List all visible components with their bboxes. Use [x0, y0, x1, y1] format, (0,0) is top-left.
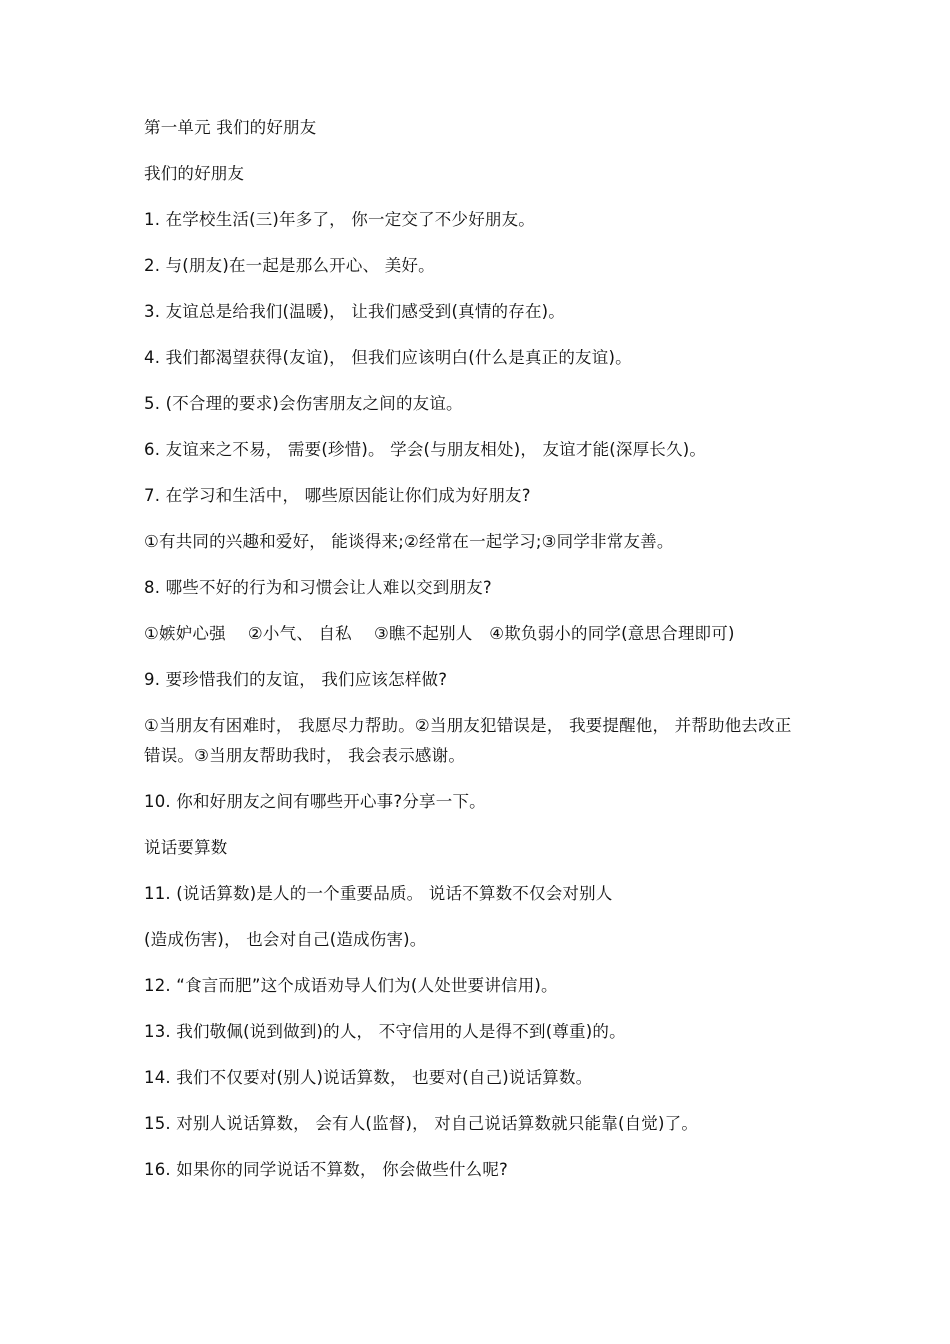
item-7-answer: ①有共同的兴趣和爱好， 能谈得来;②经常在一起学习;③同学非常友善。 — [144, 532, 674, 551]
item-10: 10. 你和好朋友之间有哪些开心事?分享一下。 — [144, 792, 486, 811]
item-1: 1. 在学校生活(三)年多了， 你一定交了不少好朋友。 — [144, 210, 536, 229]
item-3: 3. 友谊总是给我们(温暖)， 让我们感受到(真情的存在)。 — [144, 302, 565, 321]
item-14: 14. 我们不仅要对(别人)说话算数， 也要对(自己)说话算数。 — [144, 1068, 593, 1087]
section-heading-friends: 我们的好朋友 — [144, 164, 245, 183]
item-6: 6. 友谊来之不易， 需要(珍惜)。 学会(与朋友相处)， 友谊才能(深厚长久)。 — [144, 440, 707, 459]
item-12: 12. “食言而肥”这个成语劝导人们为(人处世要讲信用)。 — [144, 976, 558, 995]
item-15: 15. 对别人说话算数， 会有人(监督)， 对自己说话算数就只能靠(自觉)了。 — [144, 1114, 699, 1133]
item-8-answer: ①嫉妒心强 ②小气、 自私 ③瞧不起别人 ④欺负弱小的同学(意思合理即可) — [144, 624, 735, 643]
item-11-continued: (造成伤害)， 也会对自己(造成伤害)。 — [144, 930, 427, 949]
item-16: 16. 如果你的同学说话不算数， 你会做些什么呢? — [144, 1160, 508, 1179]
item-5: 5. (不合理的要求)会伤害朋友之间的友谊。 — [144, 394, 463, 413]
item-8: 8. 哪些不好的行为和习惯会让人难以交到朋友? — [144, 578, 492, 597]
section-heading-keep-word: 说话要算数 — [144, 838, 228, 857]
item-7: 7. 在学习和生活中， 哪些原因能让你们成为好朋友? — [144, 486, 531, 505]
item-4: 4. 我们都渴望获得(友谊)， 但我们应该明白(什么是真正的友谊)。 — [144, 348, 632, 367]
item-2: 2. 与(朋友)在一起是那么开心、 美好。 — [144, 256, 435, 275]
item-11: 11. (说话算数)是人的一个重要品质。 说话不算数不仅会对别人 — [144, 884, 613, 903]
item-9-answer: ①当朋友有困难时， 我愿尽力帮助。②当朋友犯错误是， 我要提醒他， 并帮助他去改正错误。③当朋友帮助我时， 我会表示感谢。 — [144, 716, 792, 765]
item-13: 13. 我们敬佩(说到做到)的人， 不守信用的人是得不到(尊重)的。 — [144, 1022, 626, 1041]
item-9: 9. 要珍惜我们的友谊， 我们应该怎样做? — [144, 670, 448, 689]
unit-title: 第一单元 我们的好朋友 — [144, 118, 317, 137]
